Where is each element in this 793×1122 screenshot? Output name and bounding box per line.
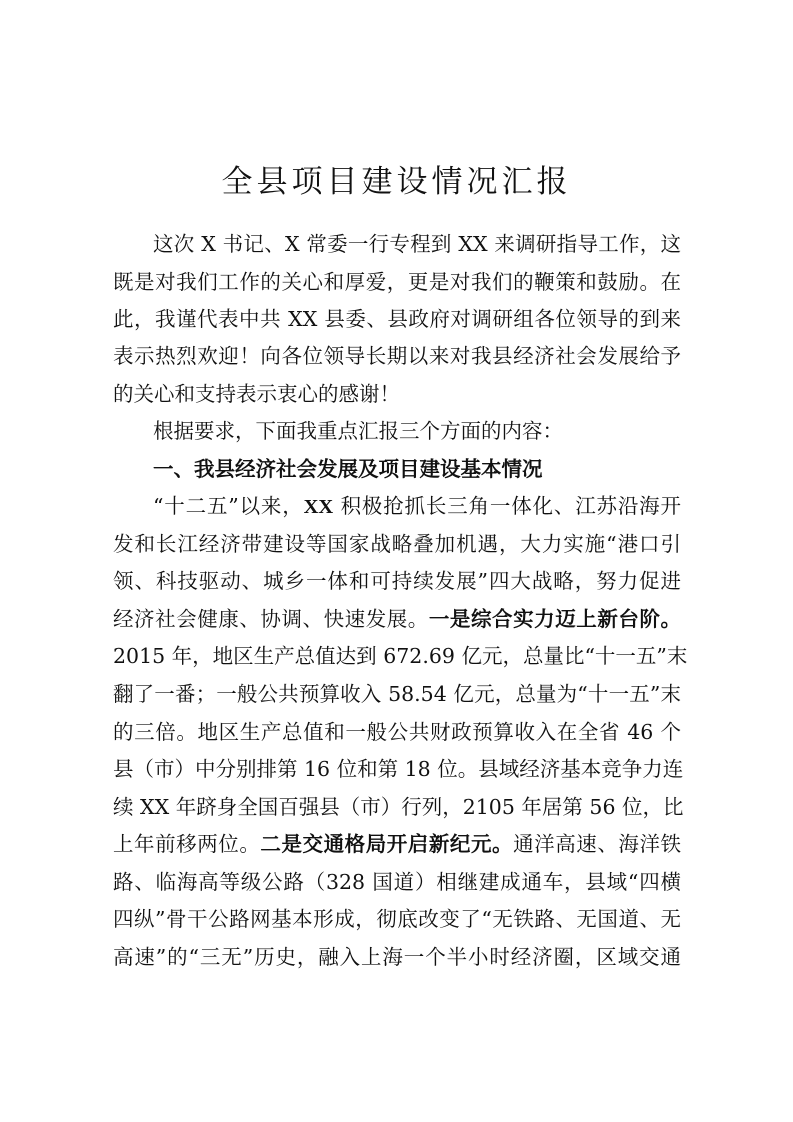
- paragraph-line: [113, 338, 681, 375]
- paragraph-line: [113, 526, 681, 563]
- heading-text: 一、我县经济社会发展及项目建设基本情况: [153, 457, 543, 481]
- text-segment: “十二五”以来，: [153, 494, 304, 518]
- paragraph-line: [113, 376, 681, 413]
- bold-segment: XX: [303, 496, 334, 518]
- text-segment: 根据要求，下面我重点汇报三个方面的内容：: [153, 419, 563, 443]
- section-heading: [153, 451, 681, 488]
- paragraph-line: [113, 264, 681, 301]
- document-title: 全县项目建设情况汇报: [221, 164, 572, 200]
- paragraph-line: [153, 413, 681, 450]
- text-segment: 路、临海高等级公路（328 国道）相继建成通车，县域“四横: [113, 870, 681, 894]
- paragraph-line: [113, 789, 684, 826]
- text-segment: 领、科技驱动、城乡一体和可持续发展”四大战略，努力促进: [113, 569, 681, 593]
- paragraph-line: [153, 226, 681, 263]
- text-segment: 翻了一番；一般公共预算收入 58.54 亿元，总量为“十一五”末: [113, 682, 681, 706]
- text-segment: 高速”的“三无”历史，融入上海一个半小时经济圈，区域交通: [113, 945, 681, 969]
- paragraph-line: [113, 901, 681, 938]
- text-segment: 的关心和支持表示衷心的感谢！: [113, 382, 400, 406]
- paragraph-line: [113, 826, 681, 863]
- paragraph-line: [113, 301, 681, 338]
- paragraph-line: [113, 751, 684, 788]
- text-segment: 既是对我们工作的关心和厚爱，更是对我们的鞭策和鼓励。在: [113, 270, 681, 294]
- bold-segment: 二是交通格局开启新纪元。: [260, 832, 514, 856]
- text-segment: 经济社会健康、协调、快速发展。: [113, 607, 429, 631]
- text-segment: 通洋高速、海洋铁: [513, 832, 682, 856]
- text-segment: 此，我谨代表中共 XX 县委、县政府对调研组各位领导的到来: [113, 307, 681, 331]
- bold-segment: 一是综合实力迈上新台阶。: [428, 607, 682, 631]
- text-segment: 表示热烈欢迎！向各位领导长期以来对我县经济社会发展给予: [113, 344, 681, 368]
- text-segment: 县（市）中分别排第 16 位和第 18 位。县域经济基本竞争力连: [113, 757, 684, 781]
- text-segment: 上年前移两位。: [113, 832, 261, 856]
- paragraph-line: [113, 864, 681, 901]
- paragraph-line: [113, 714, 681, 751]
- text-segment: 这次 X 书记、X 常委一行专程到 XX 来调研指导工作，这: [153, 232, 681, 256]
- text-segment: 2015 年，地区生产总值达到 672.69 亿元，总量比“十一五”末: [113, 644, 688, 668]
- paragraph-line: [113, 563, 681, 600]
- paragraph-line: [113, 676, 681, 713]
- text-segment: 发和长江经济带建设等国家战略叠加机遇，大力实施“港口引: [113, 532, 681, 556]
- paragraph-line: [113, 601, 681, 638]
- paragraph-line: [153, 488, 681, 525]
- text-segment: 积极抢抓长三角一体化、江苏沿海开: [333, 494, 682, 518]
- paragraph-line: [113, 638, 688, 675]
- text-segment: 四纵”骨干公路网基本形成，彻底改变了“无铁路、无国道、无: [113, 907, 681, 931]
- text-segment: 续 XX 年跻身全国百强县（市）行列，2105 年居第 56 位，比: [113, 795, 684, 819]
- text-segment: 的三倍。地区生产总值和一般公共财政预算收入在全省 46 个: [113, 720, 681, 744]
- paragraph-line: [113, 939, 681, 976]
